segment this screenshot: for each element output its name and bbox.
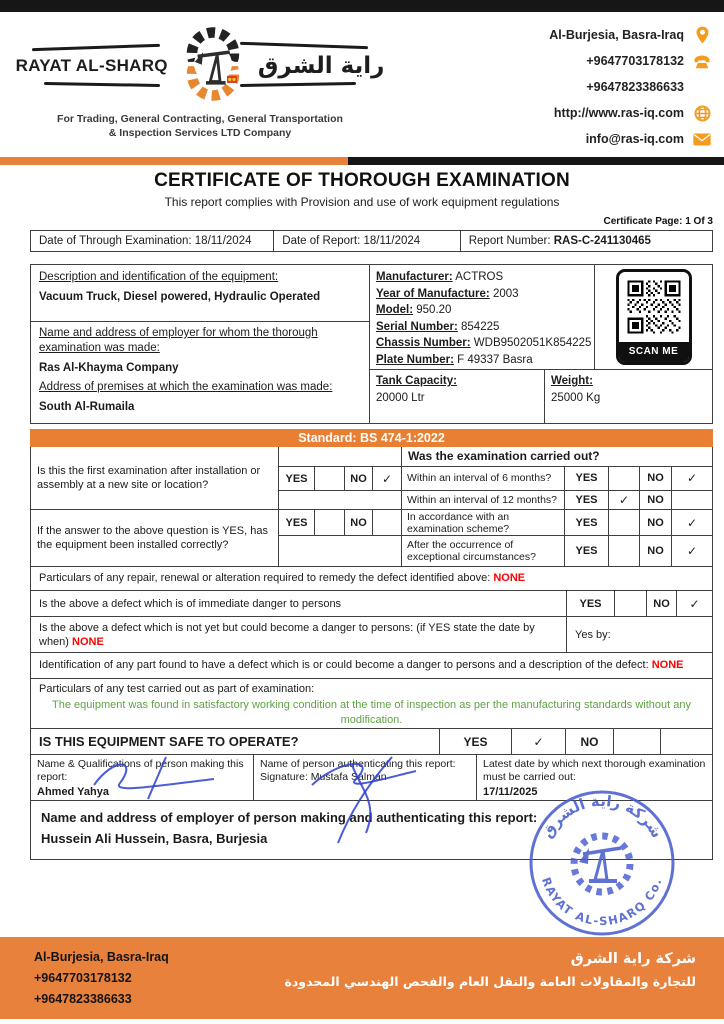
weight-label: Weight: <box>551 375 593 387</box>
yes-label: YES <box>564 536 608 566</box>
identification-none-value: NONE <box>651 658 684 671</box>
equipment-specs-cell <box>370 265 594 369</box>
logo-swoosh <box>240 82 356 87</box>
report-maker-label: Name & Qualifications of person making this report: <box>37 758 244 783</box>
weight-value: 25000 Kg <box>551 392 601 404</box>
contact-row-email <box>549 126 714 152</box>
yes-checkbox: ✓ <box>608 491 639 510</box>
installed-correctly-question: If the answer to the above question is YES, has the equipment been installed correctly? <box>37 525 268 552</box>
test-particulars-row <box>31 679 712 729</box>
equipment-description-label: Description and identification of the equipment: <box>39 271 279 283</box>
authenticator-label: Name of person authenticating this report: <box>260 758 456 770</box>
report-date-cell <box>273 231 459 251</box>
employer-value: Ras Al-Khayma Company <box>39 362 179 374</box>
test-particulars-label: Particulars of any test carried out as part of examination: <box>39 683 315 695</box>
no-checkbox: ✓ <box>671 510 712 535</box>
no-label: NO <box>639 491 671 510</box>
no-checkbox: ✓ <box>676 591 712 616</box>
employer-premises-cell <box>31 322 369 423</box>
yes-label: YES <box>564 510 608 535</box>
certificate-title: CERTIFICATE OF THOROUGH EXAMINATION <box>154 170 570 191</box>
logo-swoosh <box>44 82 160 87</box>
weight-cell <box>544 370 712 423</box>
no-checkbox: ✓ <box>671 536 712 566</box>
report-number-value: RAS-C-241130465 <box>553 235 651 247</box>
repair-none-value: NONE <box>493 571 526 584</box>
contact-info <box>549 12 714 157</box>
authenticator-signature-line: Signature: Mustafa Salman <box>260 771 387 783</box>
no-label: NO <box>565 729 613 754</box>
logo-tagline-line2: & Inspection Services LTD Company <box>108 127 292 139</box>
qr-code-icon <box>619 272 689 342</box>
report-maker-name: Ahmed Yahya <box>37 786 109 798</box>
yes-label: YES <box>564 467 608 490</box>
divider-orange-segment <box>0 157 348 165</box>
contact-row-address <box>549 22 714 48</box>
footer-contact <box>34 947 169 1019</box>
certificate-subtitle: This report complies with Provision and use of work equipment regulations <box>164 195 560 209</box>
qr-scan-me-label: SCAN ME <box>619 342 689 362</box>
phone-icon <box>690 52 714 70</box>
report-number-label: Report Number: <box>468 235 551 247</box>
yes-checkbox <box>608 467 639 490</box>
header <box>0 12 724 157</box>
certificate-page-number: Certificate Page: 1 Of 3 <box>603 216 713 227</box>
no-label: NO <box>639 536 671 566</box>
repair-particulars-row: Particulars of any repair, renewal or alteration required to remedy the defect identified above: NONE <box>31 567 712 591</box>
q1-no-label: NO <box>344 467 372 490</box>
exam-date-cell <box>31 231 273 251</box>
q1-yes-checkbox <box>314 467 344 490</box>
no-checkbox <box>671 491 712 510</box>
installed-correctly-question-block <box>31 510 401 566</box>
divider-black-segment <box>348 157 724 165</box>
header-divider-bar <box>0 157 724 165</box>
yes-checkbox <box>608 510 639 535</box>
spec-plate: Plate Number: F 49337 Basra <box>376 353 533 366</box>
first-exam-question-block <box>31 447 401 510</box>
no-checkbox: ✓ <box>671 467 712 490</box>
q1-yes-label: YES <box>285 472 308 485</box>
future-danger-none-value: NONE <box>72 635 104 648</box>
company-stamp <box>527 788 677 938</box>
footer-address: Al-Burjesia, Basra-Iraq <box>34 950 169 964</box>
q2-no-label: NO <box>344 510 372 535</box>
footer-company-arabic <box>285 947 697 1019</box>
logo-swoosh <box>32 44 160 51</box>
icon-spacer <box>690 78 714 96</box>
q2-no-checkbox <box>372 510 401 535</box>
spec-serial: Serial Number: 854225 <box>376 320 500 333</box>
footer-company-tagline-arabic: للتجارة والمقاولات العامة والنقل العام والفحص الهندسي المحدودة <box>284 974 696 989</box>
spec-model: Model: 950.20 <box>376 304 452 316</box>
report-date-value: 18/11/2024 <box>363 235 421 247</box>
equipment-description-cell <box>31 265 369 322</box>
qr-code-cell <box>594 265 712 369</box>
spec-manufacturer: Manufacturer: ACTROS <box>376 271 504 283</box>
address-text: Al-Burjesia, Basra-Iraq <box>549 28 684 42</box>
test-result-text: The equipment was found in satisfactory working condition at the time of inspection as per the manufacturing standards without any modification. <box>52 699 691 726</box>
logo-name-english: RAYAT AL-SHARQ <box>15 56 168 75</box>
logo-tagline-line1: For Trading, General Contracting, General Transportation <box>57 113 343 125</box>
yes-label: YES <box>566 591 614 616</box>
dates-table <box>30 230 713 252</box>
yes-checkbox <box>614 591 646 616</box>
no-label: NO <box>639 467 671 490</box>
company-logo <box>15 12 385 157</box>
footer-bar <box>0 937 724 1019</box>
globe-icon <box>690 104 714 122</box>
qr-code-frame <box>616 269 692 365</box>
employer-of-signatories-value: Hussein Ali Hussein, Basra, Burjesia <box>41 831 268 846</box>
spec-year: Year of Manufacture: 2003 <box>376 287 519 300</box>
next-examination-label: Latest date by which next thorough examination must be carried out: <box>483 758 706 783</box>
top-black-bar <box>0 0 724 12</box>
envelope-icon <box>690 130 714 148</box>
defect-identification-row: Identification of any part found to have a defect which is or could become a danger to persons and a description of the defect: NONE <box>31 653 712 679</box>
no-label: NO <box>639 510 671 535</box>
contact-row-phone2 <box>549 74 714 100</box>
interval-6-months-row: Within an interval of 6 months? YES NO ✓ <box>402 467 712 491</box>
employer-of-signatories-label: Name and address of employer of person making and authenticating this report: <box>41 810 538 825</box>
phone2-text: +9647823386633 <box>586 80 684 94</box>
svg-text:شركة راية الشرق: شركة راية الشرق <box>537 791 667 842</box>
q1-no-checkbox: ✓ <box>372 467 401 490</box>
logo-name-arabic: راية الشرق <box>257 53 385 79</box>
svg-text:RAYAT AL-SHARQ Co.: RAYAT AL-SHARQ Co. <box>539 875 665 929</box>
footer-phone2: +9647823386633 <box>34 992 132 1006</box>
equipment-description-value: Vacuum Truck, Diesel powered, Hydraulic Operated <box>39 291 321 303</box>
first-exam-question: Is this the first examination after installation or assembly at a new site or location? <box>37 465 261 492</box>
tank-capacity-label: Tank Capacity: <box>376 375 457 387</box>
tank-capacity-value: 20000 Ltr <box>376 392 425 404</box>
immediate-danger-row <box>31 591 712 617</box>
standard-header-bar: Standard: BS 474-1:2022 <box>30 429 713 447</box>
contact-row-phone1 <box>549 48 714 74</box>
safe-to-operate-question: IS THIS EQUIPMENT SAFE TO OPERATE? <box>39 734 299 749</box>
report-maker-cell <box>31 755 253 800</box>
future-danger-row <box>31 617 712 653</box>
report-number-cell <box>460 231 712 251</box>
pumpjack-gear-logo-icon <box>171 19 255 114</box>
q2-yes-checkbox <box>314 510 344 535</box>
safe-to-operate-row <box>31 729 712 755</box>
yes-by-cell: Yes by: <box>566 617 712 652</box>
report-date-label: Date of Report: <box>282 235 361 247</box>
contact-row-website <box>549 100 714 126</box>
spec-chassis: Chassis Number: WDB9502051K854225 <box>376 337 592 349</box>
no-checkbox <box>613 729 660 754</box>
footer-phone1: +9647703178132 <box>34 971 132 985</box>
exam-questions-grid <box>31 447 712 567</box>
logo-swoosh <box>240 42 368 49</box>
future-danger-question: Is the above a defect which is not yet but could become a danger to persons: (if YES state the date by when) NONE <box>39 621 535 648</box>
authenticator-cell <box>253 755 476 800</box>
examination-scheme-row: In accordance with an examination scheme? YES NO ✓ <box>402 510 712 536</box>
yes-checkbox <box>608 536 639 566</box>
footer-company-name-arabic: شركة راية الشرق <box>570 951 696 967</box>
exceptional-circumstances-row: After the occurrence of exceptional circumstances? YES NO ✓ <box>402 536 712 566</box>
immediate-danger-question: Is the above a defect which is of immediate danger to persons <box>39 597 342 610</box>
exam-date-label: Date of Through Examination: <box>39 235 192 247</box>
website-text: http://www.ras-iq.com <box>553 106 684 120</box>
yes-label: YES <box>439 729 511 754</box>
interval-12-months-row: Within an interval of 12 months? YES ✓ NO <box>402 491 712 511</box>
location-pin-icon <box>690 26 714 44</box>
premises-value: South Al-Rumaila <box>39 401 135 413</box>
q2-yes-label: YES <box>285 516 308 529</box>
equipment-table <box>30 264 713 424</box>
phone1-text: +9647703178132 <box>586 54 684 68</box>
email-text: info@ras-iq.com <box>585 132 684 146</box>
exam-date-value: 18/11/2024 <box>194 235 252 247</box>
no-label: NO <box>646 591 676 616</box>
tank-capacity-cell <box>370 370 544 423</box>
premises-label: Address of premises at which the examination was made: <box>39 381 333 393</box>
employer-label: Name and address of employer for whom the thorough examination was made: <box>39 327 318 354</box>
next-examination-date: 17/11/2025 <box>483 786 538 798</box>
yes-label: YES <box>564 491 608 510</box>
carried-out-header: Was the examination carried out? <box>402 447 712 467</box>
yes-checkbox: ✓ <box>511 729 565 754</box>
